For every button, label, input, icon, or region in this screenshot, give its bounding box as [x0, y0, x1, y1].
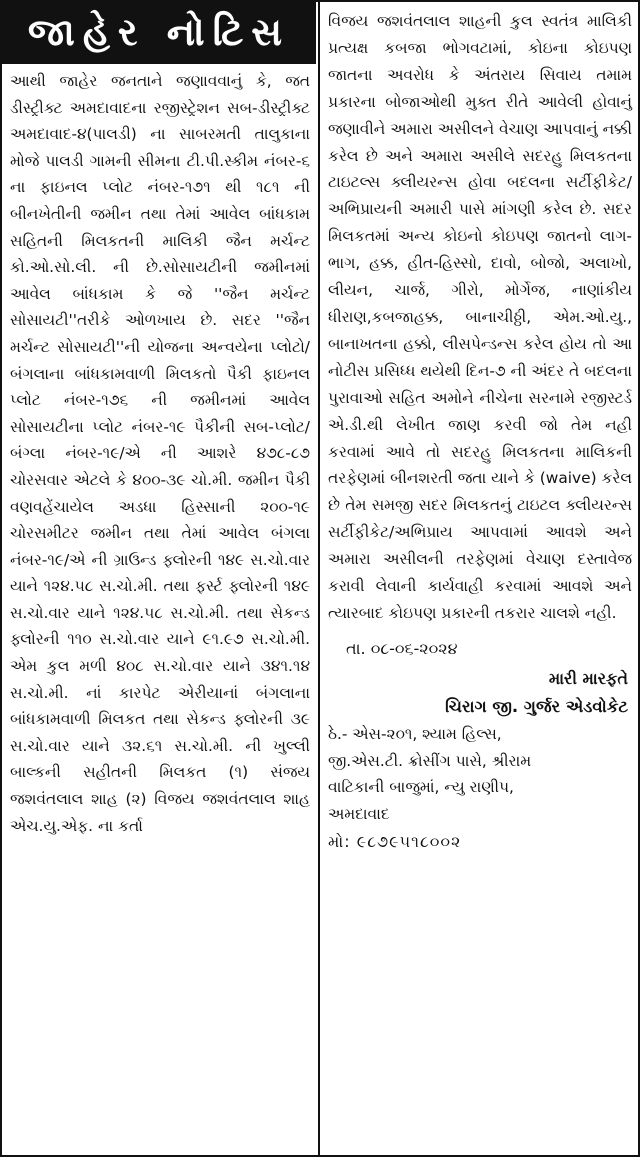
advocate-name: ચિરાગ જી. ગુર્જર એડવોકેટ	[445, 696, 628, 716]
advocate-phone: મો: ૯૮૭૯૫૧૮૦૦૨	[328, 832, 462, 852]
advocate-address: ઠે.- એસ-૨૦૧, શ્યામ હિલ્સ, જી.એસ.ટી. ક્રોસીંગ પાસે, શ્રીરામ વાટિકાની બાજુમાં, ન્યુ રાણીપ, અમદાવાદ	[328, 724, 532, 824]
notice-body-left: આથી જાહેર જનતાને જણાવવાનું કે, જત ડીસ્ટ્રીક્ટ અમદાવાદના રજીસ્ટ્રેશન સબ-ડીસ્ટ્રીક્ટ અમદાવાદ-૪(પાલડી) ના સાબરમતી તાલુકાના મોજે પાલડી ગામની સીમના ટી.પી.સ્કીમ નંબર-૬ ના ફાઇનલ પ્લોટ નંબર-૧૭૧ થી ૧૮૧ ની બીનખેતીની જમીન તથા તેમાં આવેલ બાંધકામ સહિતની મિલકતની માલિકી જૈન મર્ચન્ટ કો.ઓ.સો.લી. ની છે.સોસાયટીની જમીનમાં આવેલ બાંધકામ કે જે ''જૈન મર્ચન્ટ સોસાયટી''તરીકે ઓળખાય છે. સદર ''જૈન મર્ચન્ટ સોસાયટી''ની યોજના અન્વયેના પ્લોટો/બંગલાના બાંધકામવાળી મિલકતો પૈકી ફાઇનલ પ્લોટ નંબર-૧૭૬ ની જમીનમાં આવેલ સોસાયટીના પ્લોટ નંબર-૧૯ પૈકીની સબ-પ્લોટ/બંગ્લા નંબર-૧૯/એ ની આશરે ૪૭૮-૮૭ ચોરસવાર એટલે કે ૪૦૦-૩૯ ચો.મી. જમીન પૈકી વણવહેંચાયેલ અડધા હિસ્સાની ૨૦૦-૧૯ ચોરસમીટર જમીન તથા તેમાં આવેલ બંગલા નંબર-૧૯/એ ની ગ્રાઉન્ડ ફ્લોરની ૧૪૯ સ.ચો.વાર યાને ૧૨૪.૫૮ સ.ચો.મી. તથા ફર્સ્ટ ફ્લોરની ૧૪૯ સ.ચો.વાર યાને ૧૨૪.૫૮ સ.ચો.મી. તથા સેકન્ડ ફ્લોરની ૧૧૦ સ.ચો.વાર યાને ૯૧.૯૭ સ.ચો.મી. એમ કુલ મળી ૪૦૮ સ.ચો.વાર યાને ૩૪૧.૧૪ સ.ચો.મી. નાં કારપેટ એરીયાનાં બંગલાના બાંધકામવાળી મિલકત તથા સેકન્ડ ફ્લોરની ૩૯ સ.ચો.વાર યાને ૩૨.૬૧ સ.ચો.મી. ની ખુલ્લી બાલ્કની સહીતની મિલકત (૧) સંજય જશવંતલાલ શાહ (૨) વિજય જશવંતલાલ શાહ એચ.યુ.એફ. ના કર્તા	[10, 72, 310, 835]
notice-left-column	[2, 2, 316, 1155]
notice-title: જાહેર નોટિસ	[2, 2, 316, 62]
notice-date: તા. ૦૮-૦૬-૨૦૨૪	[346, 638, 458, 658]
notice-right-column	[318, 2, 638, 1155]
signed-by: મારી મારફતે	[548, 668, 628, 688]
notice-body-right: વિજય જશવંતલાલ શાહની કુલ સ્વતંત્ર માલિકી પ્રત્યક્ષ કબજા ભોગવટામાં, કોઇના કોઇપણ જાતના અવરોધ કે અંતરાય સિવાય તમામ પ્રકારના બોજાઓથી મુક્ત રીતે આવેલી હોવાનું જણાવીને અમારા અસીલને વેચાણ આપવાનું નક્કી કરેલ છે અને અમારા અસીલે સદરહુ મિલકતના ટાઇટલ્સ ક્લીયરન્સ હોવા બદલના સર્ટીફીકેટ/ અભિપ્રાયની અમારી પાસે માંગણી કરેલ છે. સદર મિલકતમાં અન્ય કોઇનો કોઇપણ જાતનો લાગ-ભાગ, હક્ક, હીત-હિસ્સો, દાવો, બોજો, અલાખો, લીયન, ચાર્જ, ગીરો, મોર્ગેજ, નાણાંકીય ધીરાણ,કબજાહક્ક, બાનાચીઠ્ઠી, એમ.ઓ.યુ., બાનાખતના હક્કો, લીસપેન્ડન્સ કરેલ હોય તો આ નોટીસ પ્રસિધ્ધ થયેથી દિન-૭ ની અંદર તે બદલના પુરાવાઓ સહિત અમોને નીચેના સરનામે રજીસ્ટર્ડ એ.ડી.થી લેખીત જાણ કરવી જો તેમ નહી કરવામાં આવે તો સદરહુ મિલકતના માલિકની તરફેણમાં બીનશરતી જતા યાને કે (waive) કરેલ છે તેમ સમજી સદર મિલકતનું ટાઇટલ ક્લીયરન્સ સર્ટીફીકેટ/અભિપ્રાય આપવામાં આવશે અને અમારા અસીલની તરફેણમાં વેચાણ દસ્તાવેજ કરાવી લેવાની કાર્યવાહી કરવામાં આવશે અને ત્યારબાદ કોઇપણ પ્રકારની તકરાર ચાલશે નહી.	[328, 12, 632, 622]
